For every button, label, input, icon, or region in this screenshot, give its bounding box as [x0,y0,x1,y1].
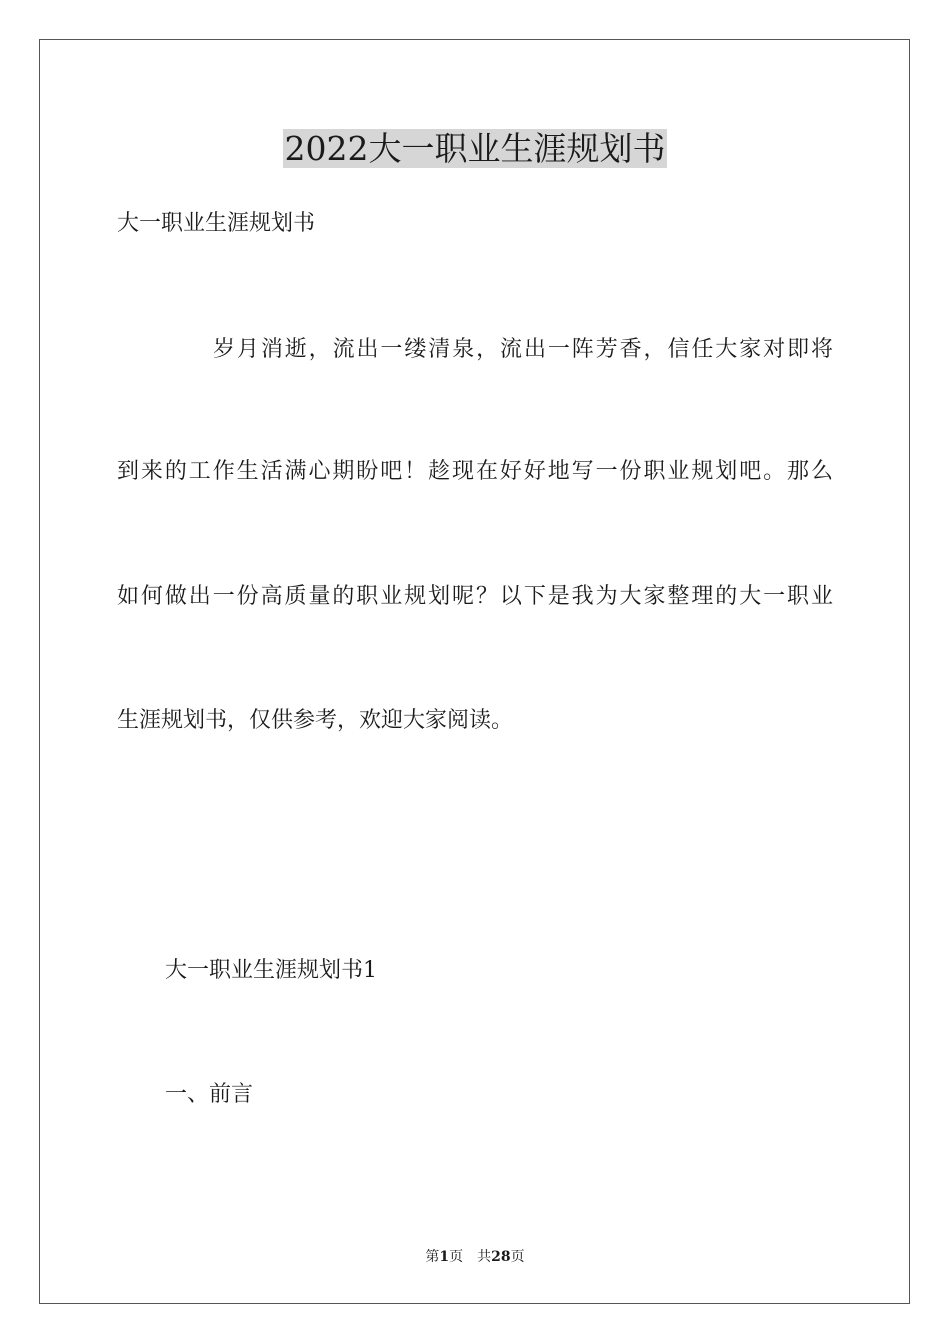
document-title-text: 2022大一职业生涯规划书 [284,129,666,168]
footer-page-current: 1 [439,1249,450,1265]
section-heading: 一、前言 [165,1082,254,1107]
footer-page-prefix: 第 [425,1249,440,1265]
footer-page-total: 28 [491,1249,511,1265]
intro-line-3: 如何做出一份高质量的职业规划呢？以下是我为大家整理的大一职业 [117,584,833,609]
document-subtitle: 大一职业生涯规划书 [117,211,316,236]
footer-page-mid: 页 共 [449,1249,492,1265]
page-footer [0,1248,950,1266]
intro-line-4: 生涯规划书，仅供参考，欢迎大家阅读。 [117,708,514,733]
document-title [0,128,950,170]
section-title: 大一职业生涯规划书1 [165,958,377,983]
intro-line-2: 到来的工作生活满心期盼吧！趁现在好好地写一份职业规划吧。那么 [117,459,833,484]
footer-page-suffix: 页 [510,1249,525,1265]
intro-line-1: 岁月消逝，流出一缕清泉，流出一阵芳香，信任大家对即将 [213,337,833,362]
